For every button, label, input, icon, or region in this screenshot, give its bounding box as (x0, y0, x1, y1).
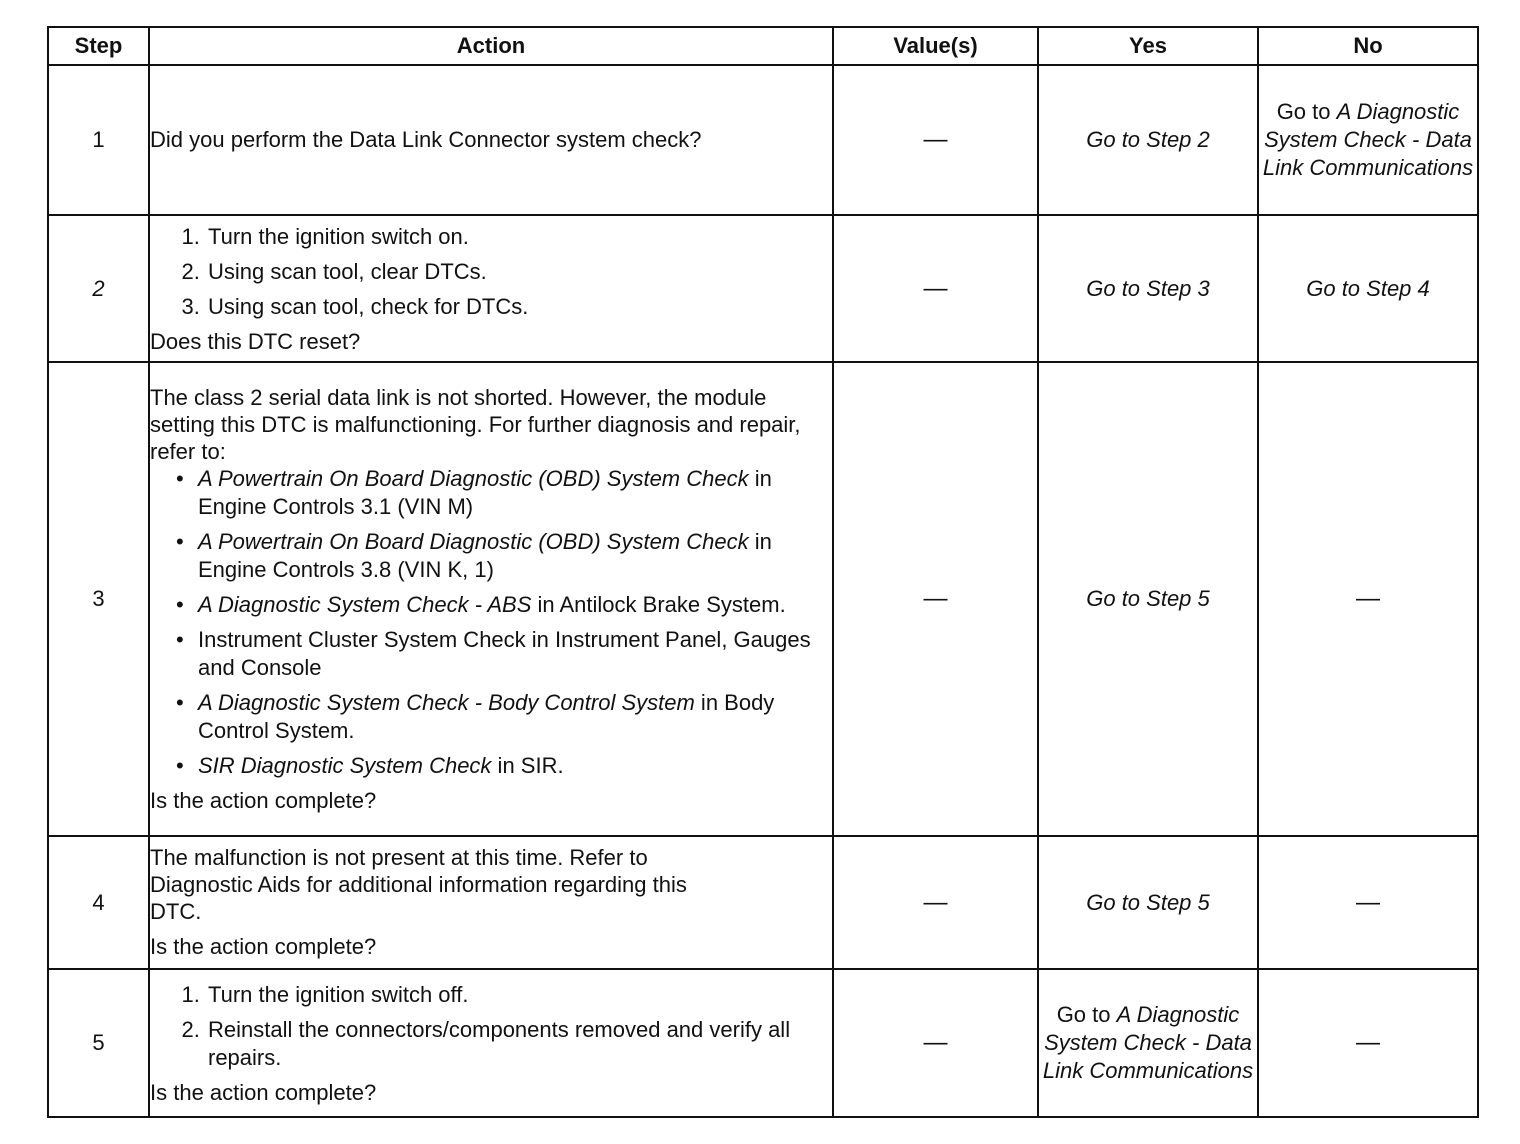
list-item: • Instrument Cluster System Check in Instrument Panel, Gauges and Console (198, 626, 832, 682)
action-cell (149, 969, 833, 1117)
diagnostic-table (47, 26, 1479, 1118)
yes-cell: Go to Step 3 (1038, 215, 1258, 362)
header-action: Action (149, 27, 833, 65)
question-text: Is the action complete? (150, 787, 377, 813)
question-text: Does this DTC reset? (150, 329, 361, 354)
step-number: 2 (48, 215, 149, 362)
action-cell (149, 65, 833, 215)
table-row (48, 836, 1478, 969)
list-item: 3. Using scan tool, check for DTCs. (206, 293, 832, 321)
action-cell (149, 215, 833, 362)
no-link: A Diagnostic System Check - Data Link Communications (1262, 99, 1474, 180)
header-values: Value(s) (833, 27, 1038, 65)
question-text: Is the action complete? (150, 934, 377, 959)
list-item: • SIR Diagnostic System Check in SIR. (198, 752, 832, 780)
value-cell: — (833, 215, 1038, 362)
list-item: 1. Turn the ignition switch on. (206, 223, 832, 251)
list-item: 2. Reinstall the connectors/components removed and verify all repairs. (206, 1016, 792, 1072)
numbered-steps (150, 981, 832, 1072)
list-item: • A Diagnostic System Check - Body Control System in Body Control System. (198, 689, 832, 745)
yes-prefix: Go to (1056, 1002, 1117, 1027)
step-number: 5 (48, 969, 149, 1117)
no-cell: Go to Step 4 (1258, 215, 1478, 362)
list-item: • A Powertrain On Board Diagnostic (OBD) System Check in Engine Controls 3.8 (VIN K, 1) (198, 528, 832, 584)
header-step: Step (48, 27, 149, 65)
action-cell (149, 362, 833, 836)
list-item: • A Powertrain On Board Diagnostic (OBD) System Check in Engine Controls 3.1 (VIN M) (198, 465, 832, 521)
action-cell (149, 836, 833, 969)
action-text: Did you perform the Data Link Connector system check? (150, 127, 702, 152)
header-yes: Yes (1038, 27, 1258, 65)
no-prefix: Go to (1276, 99, 1337, 124)
list-item: 1. Turn the ignition switch off. (206, 981, 792, 1009)
step-number: 4 (48, 836, 149, 969)
table-row (48, 969, 1478, 1117)
value-cell: — (833, 362, 1038, 836)
yes-cell (1038, 969, 1258, 1117)
table-row (48, 65, 1478, 215)
value-cell: — (833, 969, 1038, 1117)
header-no: No (1258, 27, 1478, 65)
no-cell (1258, 65, 1478, 215)
step-number: 1 (48, 65, 149, 215)
no-cell: — (1258, 836, 1478, 969)
value-cell: — (833, 836, 1038, 969)
intro-text: The malfunction is not present at this time. Refer to Diagnostic Aids for additional information regarding this DTC. (150, 845, 687, 924)
header-row (48, 27, 1478, 65)
yes-link: A Diagnostic System Check - Data Link Communications (1042, 1002, 1254, 1083)
yes-cell: Go to Step 2 (1038, 65, 1258, 215)
no-cell: — (1258, 362, 1478, 836)
bullet-list (150, 465, 832, 780)
list-item: • A Diagnostic System Check - ABS in Antilock Brake System. (198, 591, 832, 619)
yes-cell: Go to Step 5 (1038, 836, 1258, 969)
numbered-steps (150, 223, 832, 321)
intro-text: The class 2 serial data link is not shorted. However, the module setting this DTC is malfunctioning. For further diagnosis and repair, refer to: (150, 384, 801, 464)
value-cell: — (833, 65, 1038, 215)
question-text: Is the action complete? (150, 1080, 377, 1105)
yes-cell: Go to Step 5 (1038, 362, 1258, 836)
no-cell: — (1258, 969, 1478, 1117)
list-item: 2. Using scan tool, clear DTCs. (206, 258, 832, 286)
table-row (48, 215, 1478, 362)
table-row (48, 362, 1478, 836)
step-number: 3 (48, 362, 149, 836)
